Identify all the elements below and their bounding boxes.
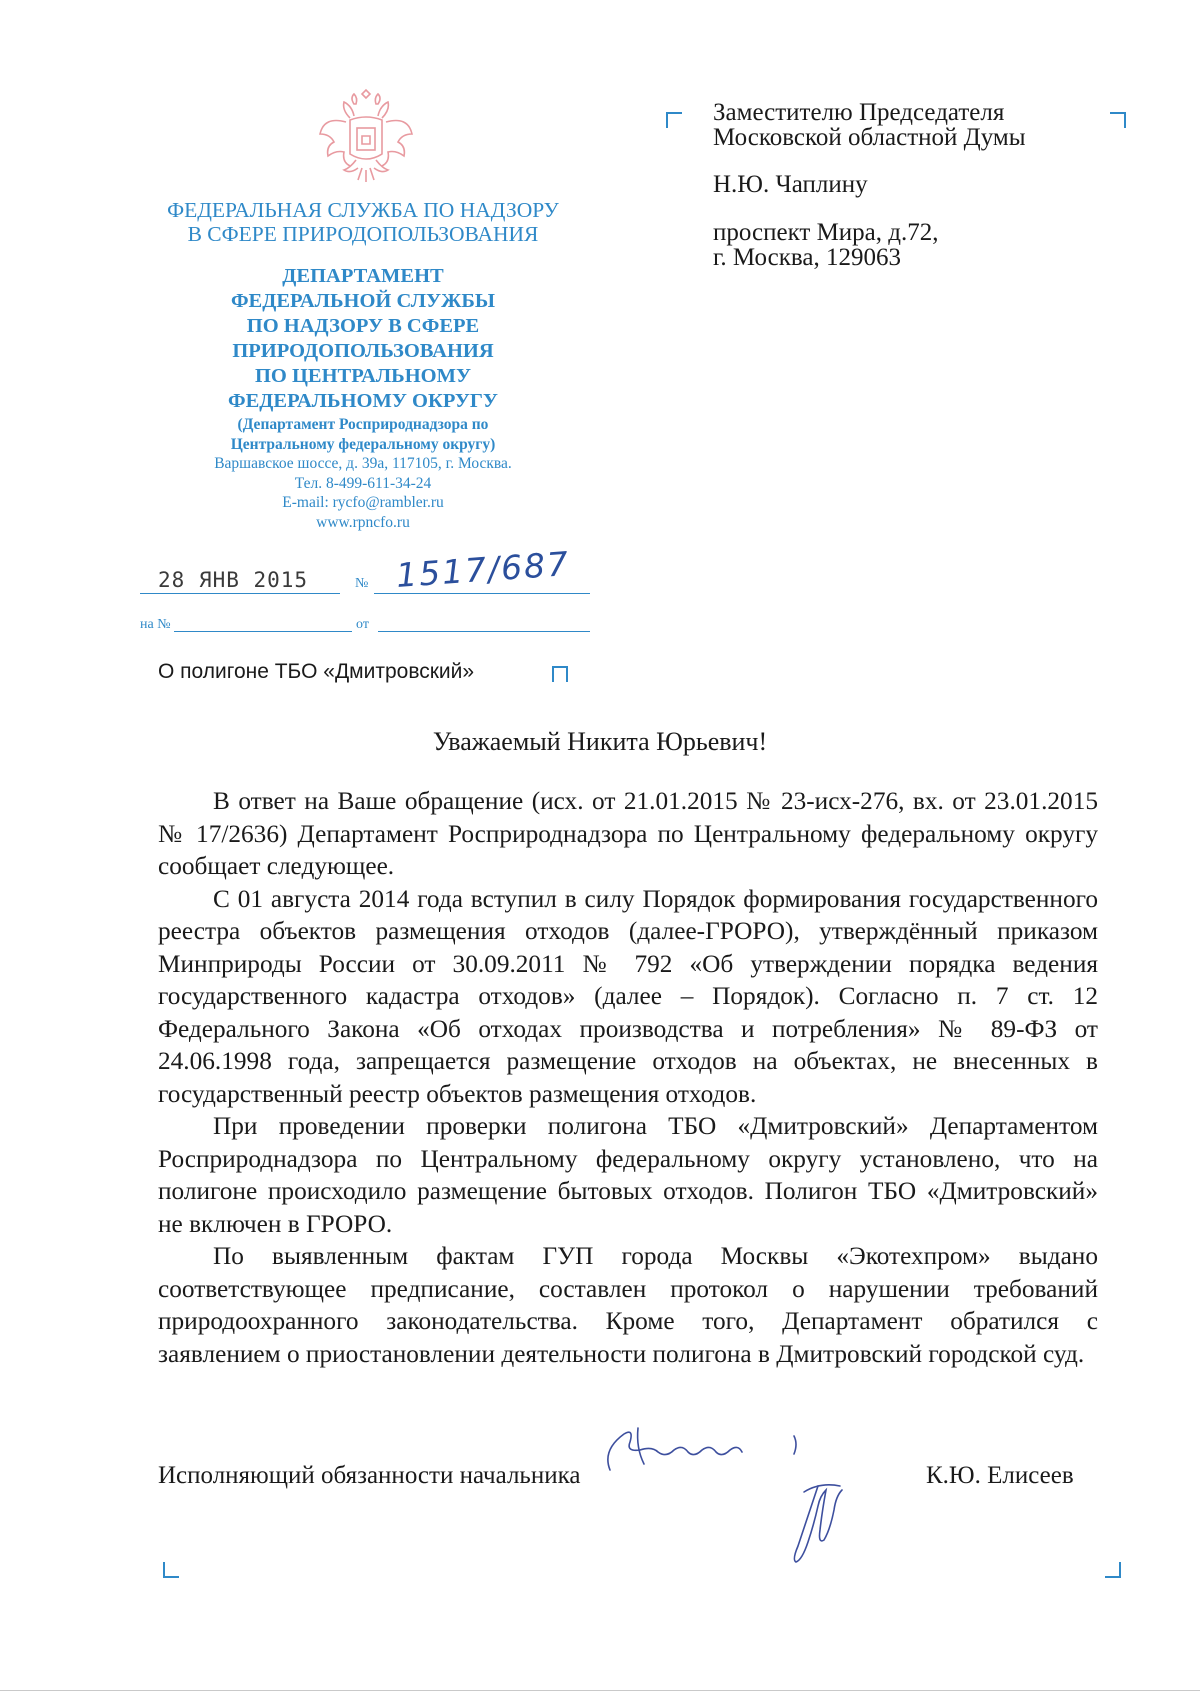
- department-name: [170, 264, 556, 414]
- department-phone: Тел. 8-499-611-34-24: [294, 474, 432, 492]
- department-short-name-line: (Департамент Росприроднадзора по: [237, 416, 489, 433]
- department-name-line: ПРИРОДОПОЛЬЗОВАНИЯ: [232, 340, 494, 362]
- corner-bracket-icon: [1105, 1562, 1121, 1578]
- addressee-address-line: проспект Мира, д.72,: [713, 219, 939, 246]
- signer-title: Исполняющий обязанности начальника: [158, 1462, 581, 1489]
- body-paragraph: В ответ на Ваше обращение (исх. от 21.01.2015 № 23-исх-276, вх. от 23.01.2015 № 17/2636) Департамент Росприроднадзора по Центральному федеральному округу сообщает следующее.: [158, 787, 1098, 880]
- agency-name-line: В СФЕРЕ ПРИРОДОПОЛЬЗОВАНИЯ: [187, 222, 539, 246]
- salutation: Уважаемый Никита Юрьевич!: [432, 727, 768, 756]
- corner-bracket-icon: [666, 112, 682, 128]
- department-address: Варшавское шоссе, д. 39а, 117105, г. Москва.: [214, 455, 512, 472]
- department-name-line: ФЕДЕРАЛЬНОЙ СЛУЖБЫ: [230, 290, 496, 312]
- handwritten-signature-icon: [598, 1398, 898, 1578]
- registration-date-stamp: 28 ЯНВ 2015: [158, 568, 309, 592]
- addressee-name: Н.Ю. Чаплину: [713, 171, 868, 198]
- date-underline: [140, 593, 340, 594]
- letter-body: [158, 785, 1098, 1370]
- corner-bracket-icon: [1110, 112, 1126, 128]
- agency-name: [140, 198, 586, 246]
- department-short-name: [170, 415, 556, 455]
- reference-date-label: от: [356, 617, 369, 632]
- addressee-position-line: Московской областной Думы: [713, 124, 1026, 151]
- page-edge: [0, 1690, 1200, 1691]
- registration-number-label: №: [355, 576, 369, 591]
- body-paragraph: По выявленным фактам ГУП города Москвы «Экотехпром» выдано соответствующее предписание, составлен протокол о нарушении требований природоохранного законодательства. Кроме того, Департамент обратился с заявлением о приостановлении деятельности полигона в Дмитровский городской суд.: [158, 1242, 1098, 1368]
- addressee-position-line: Заместителю Председателя: [713, 99, 1005, 126]
- registration-number-handwritten: 1517/687: [394, 543, 572, 596]
- department-name-line: ФЕДЕРАЛЬНОМУ ОКРУГУ: [228, 390, 498, 412]
- agency-name-line: ФЕДЕРАЛЬНАЯ СЛУЖБА ПО НАДЗОРУ: [167, 198, 559, 222]
- letter-subject: О полигоне ТБО «Дмитровский»: [158, 660, 475, 683]
- department-short-name-line: Центральному федеральному округу): [230, 436, 496, 453]
- department-name-line: ПО НАДЗОРУ В СФЕРЕ: [246, 315, 480, 337]
- reference-number-underline: [174, 631, 352, 632]
- department-website: www.rpncfo.ru: [316, 513, 410, 531]
- department-email: E-mail: rycfo@rambler.ru: [282, 494, 444, 511]
- department-contacts: [170, 454, 556, 532]
- corner-bracket-icon: [552, 666, 568, 682]
- addressee-address-line: г. Москва, 129063: [713, 244, 901, 271]
- reference-number-label: на №: [140, 617, 171, 632]
- department-name-line: ДЕПАРТАМЕНТ: [282, 265, 444, 287]
- body-paragraph: С 01 августа 2014 года вступил в силу Порядок формирования государственного реестра объектов размещения отходов (далее-ГРОРО), утверждённый приказом Минприроды России от 30.09.2011 № 792 «Об утверждении порядка ведения государственного кадастра отходов» (далее – Порядок). Согласно п. 7 ст. 12 Федерального Закона «Об отходах производства и потребления» № 89-ФЗ от 24.06.1998 года, запрещается размещение отходов на объектах, не внесенных в государственный реестр объектов размещения отходов.: [158, 884, 1098, 1108]
- corner-bracket-icon: [163, 1562, 179, 1578]
- reference-date-underline: [378, 631, 590, 632]
- body-paragraph: При проведении проверки полигона ТБО «Дмитровский» Департаментом Росприроднадзора по Центральному федеральному округу установлено, что на полигоне происходило размещение бытовых отходов. Полигон ТБО «Дмитровский» не включен в ГРОРО.: [158, 1112, 1098, 1238]
- department-name-line: ПО ЦЕНТРАЛЬНОМУ: [254, 365, 472, 387]
- signer-name: К.Ю. Елисеев: [926, 1462, 1074, 1489]
- russian-coat-of-arms-icon: [316, 88, 416, 188]
